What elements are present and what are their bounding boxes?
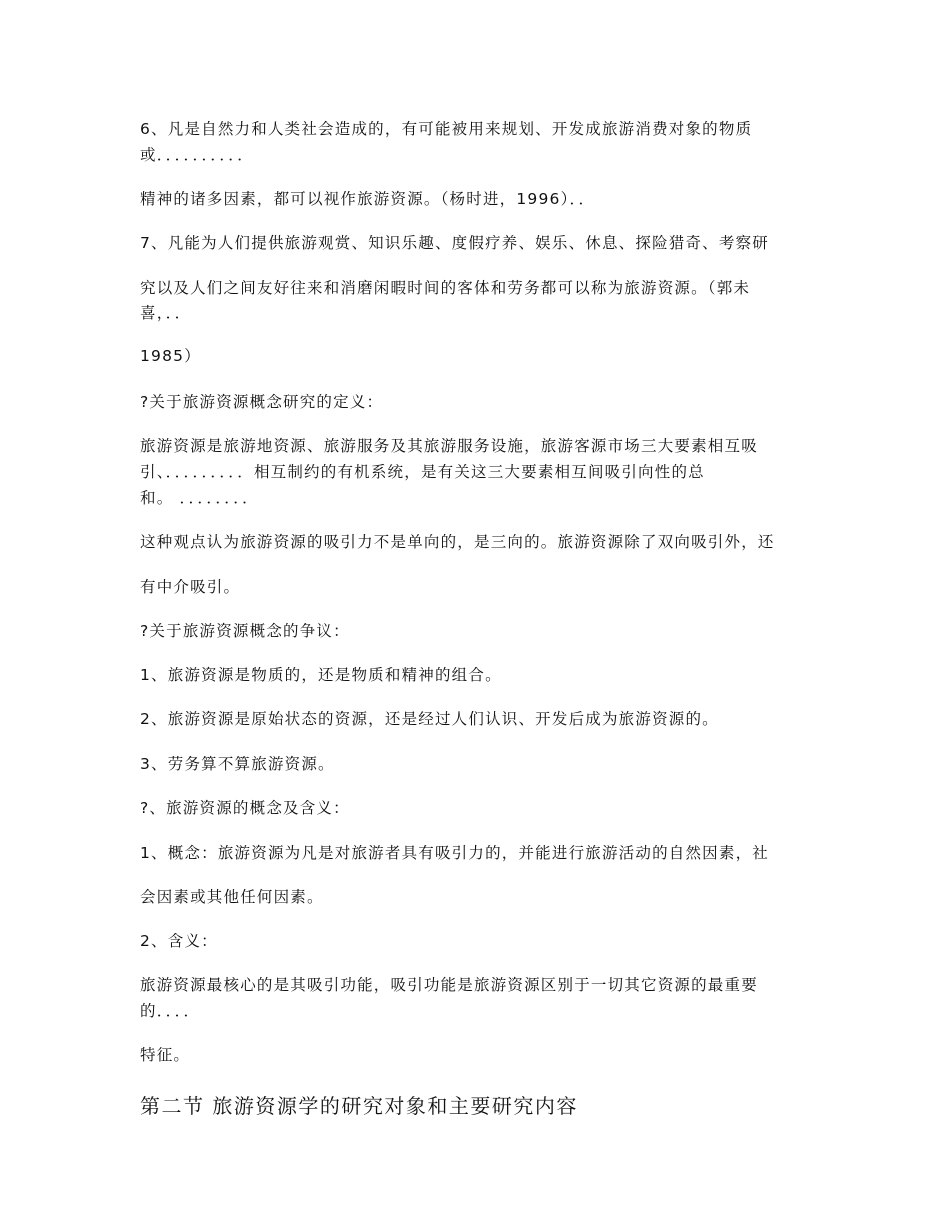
text-line: ?、旅游资源的概念及含义： bbox=[140, 799, 350, 817]
text-line: 这种观点认为旅游资源的吸引力不是单向的，是三向的。旅游资源除了双向吸引外，还 bbox=[140, 533, 775, 551]
text-line: 精神的诸多因素，都可以视作旅游资源。（杨时进，1996）．． bbox=[140, 190, 596, 208]
section-heading: 第二节 旅游资源学的研究对象和主要研究内容 bbox=[140, 1094, 578, 1118]
text-line: 喜，．． bbox=[140, 304, 192, 322]
text-line: 会因素或其他任何因素。 bbox=[140, 888, 324, 906]
text-line: 和。 ．．．．．．．． bbox=[140, 489, 259, 507]
text-line: 特征。 bbox=[140, 1046, 191, 1064]
text-line: 究以及人们之间友好往来和消磨闲暇时间的客体和劳务都可以称为旅游资源。（郭未 bbox=[140, 279, 751, 297]
text-line: 1985） bbox=[140, 347, 201, 365]
text-line: 2、旅游资源是原始状态的资源，还是经过人们认识、开发后成为旅游资源的。 bbox=[140, 710, 719, 728]
text-line: 有中介吸引。 bbox=[140, 578, 241, 596]
text-line: 旅游资源最核心的是其吸引功能，吸引功能是旅游资源区别于一切其它资源的最重要 bbox=[140, 976, 758, 994]
text-line: 的．．．． bbox=[140, 1002, 201, 1020]
text-line: 1、旅游资源是物质的，还是物质和精神的组合。 bbox=[140, 666, 502, 684]
text-line: 6、凡是自然力和人类社会造成的，有可能被用来规划、开发成旅游消费对象的物质 bbox=[140, 120, 753, 138]
text-line: 1、概念：旅游资源为凡是对旅游者具有吸引力的，并能进行旅游活动的自然因素，社 bbox=[140, 844, 769, 862]
text-line: 引、．．．．．．．．．相互制约的有机系统，是有关这三大要素相互间吸引向性的总 bbox=[140, 463, 705, 481]
text-line: 旅游资源是旅游地资源、旅游服务及其旅游服务设施，旅游客源市场三大要素相互吸 bbox=[140, 437, 758, 455]
text-line: 2、含义： bbox=[140, 932, 218, 950]
text-line: 3、劳务算不算旅游资源。 bbox=[140, 755, 335, 773]
text-line: ?关于旅游资源概念的争议： bbox=[140, 622, 350, 640]
text-line: 7、凡能为人们提供旅游观赏、知识乐趣、度假疗养、娱乐、休息、探险猎奇、考察研 bbox=[140, 234, 769, 252]
text-line: ?关于旅游资源概念研究的定义： bbox=[140, 393, 384, 411]
text-line: 或．．．．．．．．．． bbox=[140, 146, 254, 164]
